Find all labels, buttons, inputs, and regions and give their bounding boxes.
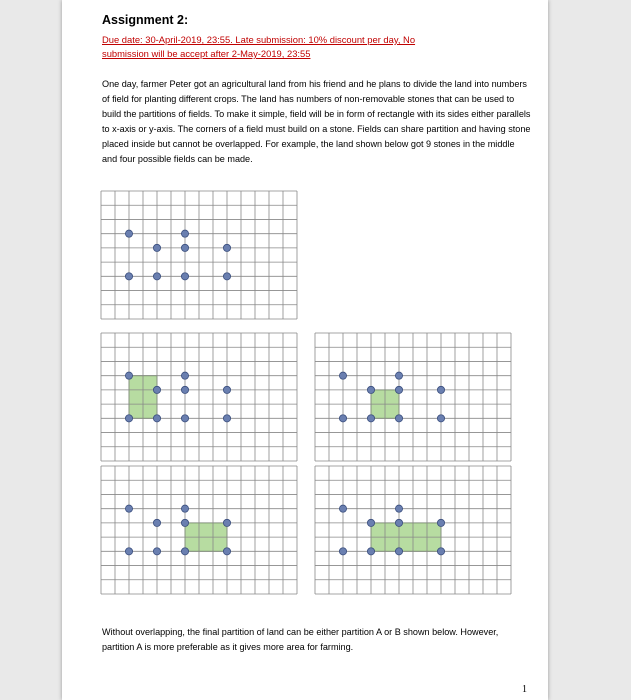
- stone-marker: [367, 415, 374, 422]
- stone-marker: [153, 519, 160, 526]
- due-date-line-1: Due date: 30-April-2019, 23:55. Late submission: 10% discount per day, No: [102, 34, 416, 45]
- stone-marker: [153, 548, 160, 555]
- stone-marker: [367, 519, 374, 526]
- stone-marker: [395, 548, 402, 555]
- stone-marker: [395, 505, 402, 512]
- stone-marker: [339, 372, 346, 379]
- stone-marker: [181, 244, 188, 251]
- due-date-notice: [102, 33, 522, 61]
- stone-marker: [223, 273, 230, 280]
- stone-marker: [153, 386, 160, 393]
- stone-marker: [395, 519, 402, 526]
- stone-marker: [223, 519, 230, 526]
- stone-marker: [339, 548, 346, 555]
- stone-marker: [181, 519, 188, 526]
- stone-marker: [153, 415, 160, 422]
- field-example-4: [314, 465, 512, 595]
- grid-svg: [100, 465, 298, 595]
- stone-marker: [395, 386, 402, 393]
- stone-marker: [367, 548, 374, 555]
- stone-marker: [395, 415, 402, 422]
- stone-marker: [125, 548, 132, 555]
- assignment-title: Assignment 2:: [102, 13, 189, 27]
- stone-marker: [223, 415, 230, 422]
- due-date-line-2: submission will be accept after 2-May-2019, 23:55: [102, 48, 311, 59]
- document-page: [62, 0, 548, 700]
- grid-svg: [314, 332, 512, 462]
- stone-marker: [153, 244, 160, 251]
- stone-marker: [339, 505, 346, 512]
- stone-marker: [125, 273, 132, 280]
- partition-description: Without overlapping, the final partition of land can be either partition A or B shown below. However, partition A is more preferable as it gives more area for farming.: [102, 627, 499, 652]
- stone-marker: [125, 415, 132, 422]
- stone-marker: [125, 505, 132, 512]
- stone-marker: [181, 230, 188, 237]
- stone-marker: [223, 244, 230, 251]
- stone-marker: [181, 548, 188, 555]
- page-number: 1: [522, 684, 527, 695]
- stone-marker: [125, 372, 132, 379]
- stone-marker: [181, 386, 188, 393]
- grid-svg: [100, 190, 298, 320]
- stone-marker: [367, 386, 374, 393]
- field-example-3: [100, 465, 298, 595]
- stone-marker: [437, 386, 444, 393]
- field-example-1: [100, 332, 298, 462]
- stone-marker: [181, 505, 188, 512]
- stone-marker: [395, 372, 402, 379]
- problem-description: One day, farmer Peter got an agricultural land from his friend and he plans to divide the land into numbers of field for planting different crops. The land has numbers of non-removable stones that can be used to build the partitions of fields. To make it simple, field will be in form of rectangle with its sides either parallels to x-axis or y-axis. The corners of a field must build on a stone. Fields can share partition and having stone placed inside but cannot be overlapped. For example, the land shown below got 9 stones in the middle and four possible fields can be made.: [102, 79, 531, 164]
- grid-svg: [314, 465, 512, 595]
- stone-marker: [181, 415, 188, 422]
- field-example-2: [314, 332, 512, 462]
- stone-marker: [437, 548, 444, 555]
- stone-marker: [223, 548, 230, 555]
- stone-marker: [437, 415, 444, 422]
- stone-marker: [125, 230, 132, 237]
- stone-marker: [339, 415, 346, 422]
- land-diagram: [100, 190, 298, 320]
- stone-marker: [437, 519, 444, 526]
- grid-svg: [100, 332, 298, 462]
- stone-marker: [223, 386, 230, 393]
- stone-marker: [181, 273, 188, 280]
- stone-marker: [181, 372, 188, 379]
- stone-marker: [153, 273, 160, 280]
